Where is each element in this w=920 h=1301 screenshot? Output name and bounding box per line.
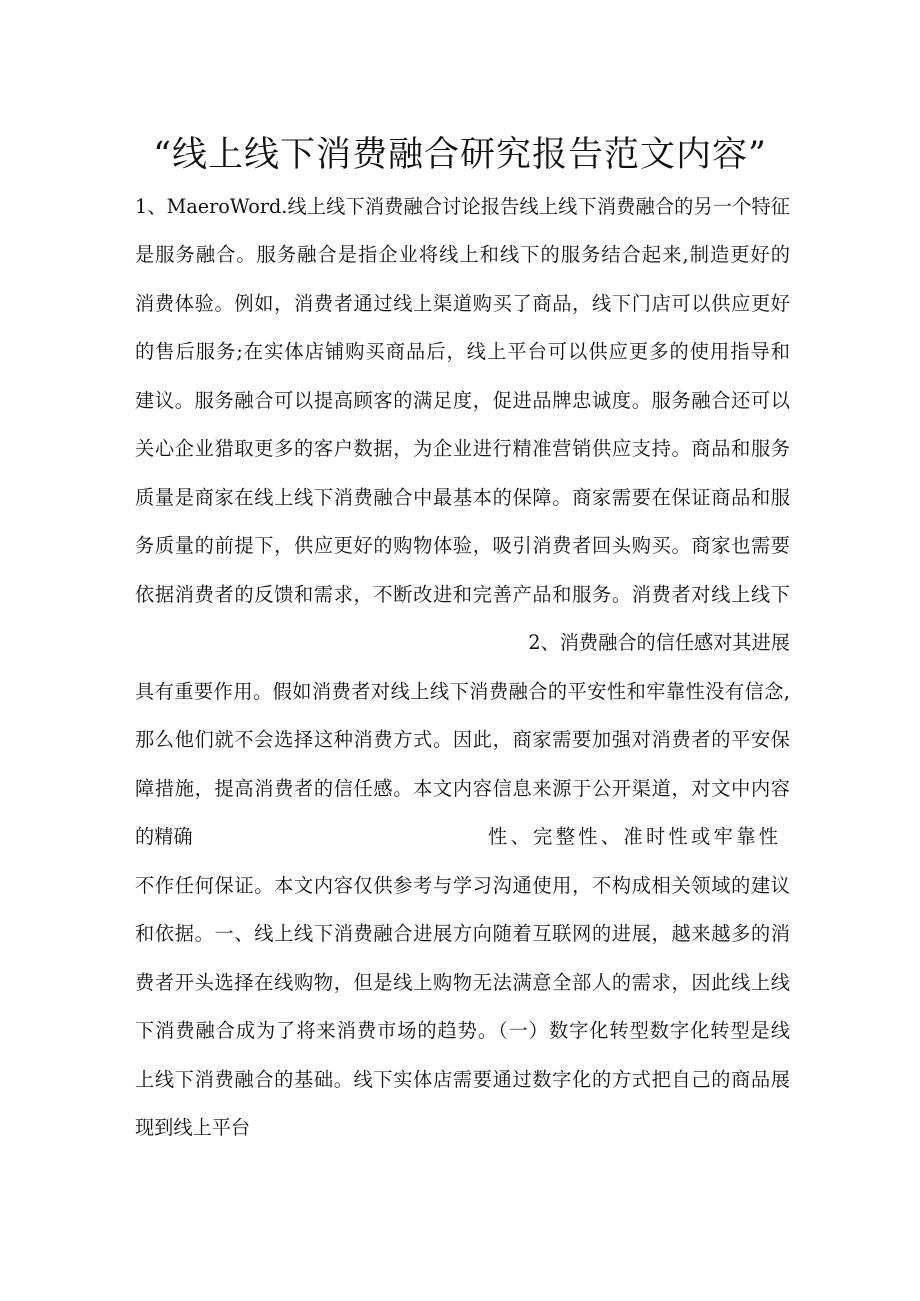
paragraph-line: 建议。服务融合可以提高顾客的满足度，促进品牌忠诚度。服务融合还可以: [135, 389, 790, 412]
paragraph-line: 现到线上平台: [135, 1116, 251, 1139]
paragraph-line: 质量是商家在线上线下消费融合中最基本的保障。商家需要在保证商品和服: [135, 486, 790, 509]
document-title: “线上线下消费融合研究报告范文内容”: [153, 135, 767, 175]
paragraph-line: 的售后服务;在实体店铺购买商品后，线上平台可以供应更多的使用指导和: [135, 340, 790, 363]
paragraph-line: 障措施，提高消费者的信任感。本文内容信息来源于公开渠道，对文中内容: [135, 777, 790, 800]
split-line-right: 性、完整性、准时性或牢靠性: [488, 825, 778, 848]
paragraph-line: 不作任何保证。本文内容仅供参考与学习沟通使用，不构成相关领域的建议: [135, 874, 790, 897]
paragraph-line: 下消费融合成为了将来消费市场的趋势。（一）数字化转型数字化转型是线: [135, 1019, 790, 1042]
paragraph-line: 关心企业猎取更多的客户数据，为企业进行精准营销供应支持。商品和服务: [135, 437, 790, 460]
paragraph-line: 消费体验。例如，消费者通过线上渠道购买了商品，线下门店可以供应更好: [135, 292, 790, 315]
paragraph-line: 具有重要作用。假如消费者对线上线下消费融合的平安性和牢靠性没有信念,: [135, 680, 790, 703]
paragraph-line: 那么他们就不会选择这种消费方式。因此，商家需要加强对消费者的平安保: [135, 728, 790, 751]
paragraph-line: 1、MaeroWord.线上线下消费融合讨论报告线上线下消费融合的另一个特征: [135, 195, 790, 218]
paragraph-line: 上线下消费融合的基础。线下实体店需要通过数字化的方式把自己的商品展: [135, 1068, 790, 1091]
section-heading-line: 2、消费融合的信任感对其进展: [528, 631, 790, 654]
paragraph-line: 务质量的前提下，供应更好的购物体验，吸引消费者回头购买。商家也需要: [135, 534, 790, 557]
paragraph-line: 依据消费者的反馈和需求，不断改进和完善产品和服务。消费者对线上线下: [135, 583, 790, 606]
paragraph-line: 是服务融合。服务融合是指企业将线上和线下的服务结合起来,制造更好的: [135, 243, 790, 266]
split-line-left: 的精确: [135, 825, 193, 848]
paragraph-line: 和依据。一、线上线下消费融合进展方向随着互联网的进展，越来越多的消: [135, 922, 790, 945]
paragraph-line: 费者开头选择在线购物，但是线上购物无法满意全部人的需求，因此线上线: [135, 971, 790, 994]
